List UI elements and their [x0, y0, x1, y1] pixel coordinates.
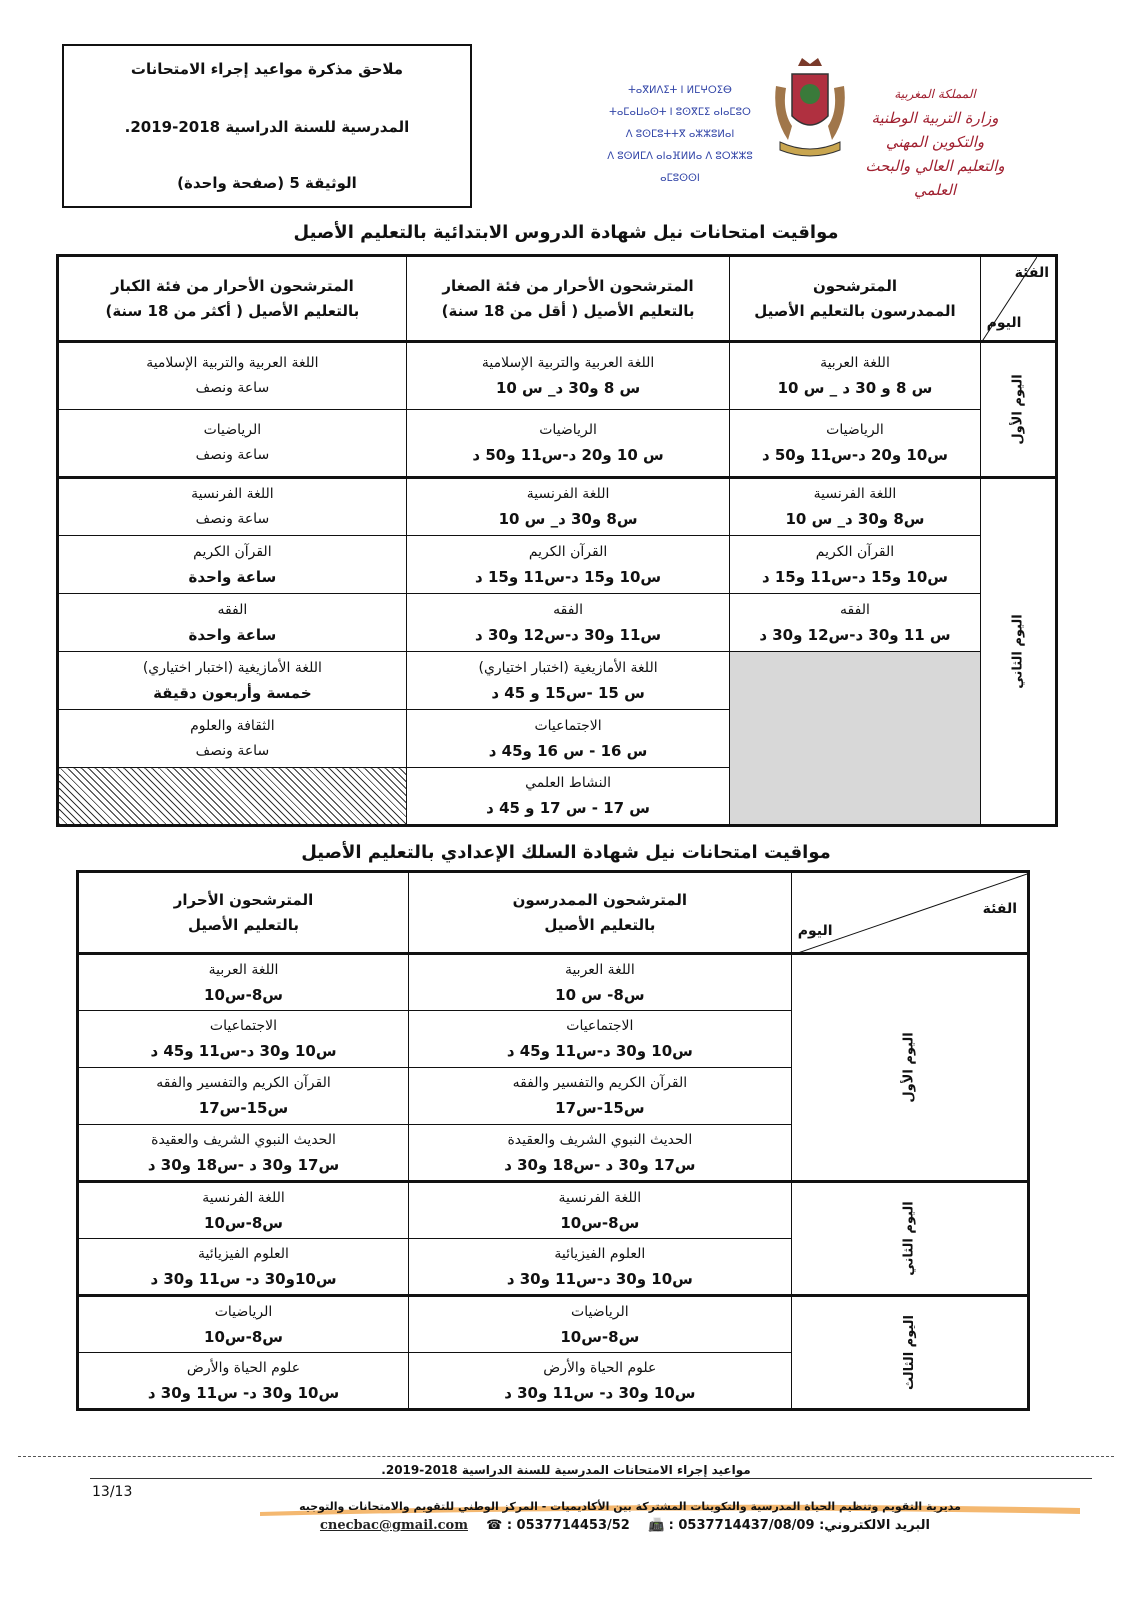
table-cell: الفقه ساعة واحدة	[58, 594, 407, 652]
memo-line-2: المدرسية للسنة الدراسية 2018-2019.	[124, 118, 410, 136]
fax-number: 📠 : 0537714437/08/09	[647, 1518, 815, 1533]
tifinagh-line-1: ⵜⴰⴳⵍⴷⵉⵜ ⵏ ⵍⵎⵖⵔⵉⴱ	[628, 85, 732, 96]
memo-box	[62, 44, 472, 208]
footer-divider	[90, 1478, 1092, 1479]
table-cell: الرياضيات س10 و20 د-س11 و50 د	[730, 410, 980, 478]
table-row	[58, 478, 1057, 536]
day-1-cell: اليوم الأول	[980, 342, 1056, 478]
table-row	[58, 652, 1057, 710]
primary-category-cell	[980, 256, 1056, 342]
middle-title: مواقيت امتحانات نيل شهادة السلك الإعدادي بالتعليم الأصيل	[301, 842, 831, 863]
day-2-cell: اليوم الثاني	[980, 478, 1056, 826]
category-label: الفئة	[1014, 265, 1049, 281]
day-3-cell: اليوم الثالث	[791, 1296, 1028, 1410]
table-row	[58, 536, 1057, 594]
primary-header-row	[58, 256, 1057, 342]
email-label: البريد الالكتروني:	[819, 1518, 930, 1533]
table-cell: اللغة الفرنسية س8 و30 د_ س 10	[406, 478, 730, 536]
day-1-cell: اليوم الأول	[791, 954, 1028, 1182]
table-cell: القرآن الكريم والتفسير والفقه س15-س17	[78, 1068, 409, 1125]
table-cell: الرياضيات ساعة ونصف	[58, 410, 407, 478]
kingdom-name: المملكة المغربية	[894, 87, 976, 101]
table-row	[78, 1296, 1029, 1353]
hatched-empty-cell	[58, 768, 407, 826]
table-cell: الاجتماعيات س10 و30 د-س11 و45 د	[78, 1011, 409, 1068]
table-cell: علوم الحياة والأرض س10 و30 د- س11 و30 د	[78, 1353, 409, 1410]
table-row	[78, 1182, 1029, 1239]
table-cell: القرآن الكريم س10 و15 د-س11 و15 د	[730, 536, 980, 594]
primary-schedule-table	[56, 254, 1058, 827]
ministry-line-2: والتكوين المهني	[885, 133, 985, 151]
primary-col-free-young: المترشحون الأحرار من فئة الصغار بالتعليم الأصيل ( أقل من 18 سنة)	[406, 256, 730, 342]
day-label: اليوم	[986, 315, 1022, 331]
primary-col-free-adult: المترشحون الأحرار من فئة الكبار بالتعليم الأصيل ( أكثر من 18 سنة)	[58, 256, 407, 342]
email-link[interactable]: cnecbac@gmail.com	[319, 1518, 468, 1533]
table-row	[58, 594, 1057, 652]
tifinagh-line-3: ⴷ ⵓⵙⵎⵓⵜⵜⴳ ⴰⵣⵣⵓⵍⴰⵏ	[625, 129, 735, 140]
footer-directorate: مديرية التقويم وتنظيم الحياة المدرسية والتكوينات المشتركة بين الأكاديميات - المركز الوطني للتقويم والامتحانات والتوجيه	[299, 1500, 961, 1513]
table-cell: اللغة العربية س8-س10	[78, 954, 409, 1011]
table-cell: اللغة العربية والتربية الإسلامية ساعة ونصف	[58, 342, 407, 410]
table-cell: الرياضيات س8-س10	[78, 1296, 409, 1353]
tifinagh-line-4: ⴷ ⵓⵙⵍⵎⴷ ⴰⵏⴰⴼⵍⵍⴰ ⴷ ⵓⵔⵣⵣⵓ ⴰⵎⵓⵙⵙⵏ	[607, 151, 753, 184]
table-row	[58, 342, 1057, 410]
page-number: 13/13	[92, 1484, 133, 1500]
table-cell: اللغة الفرنسية س8-س10	[78, 1182, 409, 1239]
primary-col-enrolled: المترشحون الممدرسون بالتعليم الأصيل	[730, 256, 980, 342]
memo-line-3: الوثيقة 5 (صفحة واحدة)	[177, 174, 357, 192]
primary-title: مواقيت امتحانات نيل شهادة الدروس الابتدائية بالتعليم الأصيل	[293, 222, 839, 243]
table-cell: القرآن الكريم ساعة واحدة	[58, 536, 407, 594]
table-cell: النشاط العلمي س 17 - س 17 و 45 د	[406, 768, 730, 826]
table-cell: الرياضيات س 10 و20 د-س11 و50 د	[406, 410, 730, 478]
day-label: اليوم	[797, 923, 833, 939]
table-cell: علوم الحياة والأرض س10 و30 د- س11 و30 د	[408, 1353, 791, 1410]
table-cell: اللغة الفرنسية س8-س10	[408, 1182, 791, 1239]
footer-title: مواعيد إجراء الامتحانات المدرسية للسنة الدراسية 2018-2019.	[381, 1463, 751, 1477]
empty-grey-cell	[730, 652, 980, 826]
royal-coat-of-arms-icon	[770, 56, 850, 164]
table-cell: العلوم الفيزيائية س10 و30 د-س11 و30 د	[408, 1239, 791, 1296]
ministry-line-3: والتعليم العالي والبحث العلمي	[865, 157, 1005, 199]
table-cell: الفقه س 11 و30 د-س12 و30 د	[730, 594, 980, 652]
ministry-line-1: وزارة التربية الوطنية	[871, 109, 999, 127]
table-row	[58, 410, 1057, 478]
phone-number: ☎ : 0537714453/52	[486, 1518, 630, 1533]
ministry-arabic	[845, 82, 1025, 202]
table-cell: الاجتماعيات س10 و30 د-س11 و45 د	[408, 1011, 791, 1068]
footer-contact	[235, 1518, 1015, 1533]
table-cell: اللغة الأمازيغية (اختبار اختياري) س 15 -س15 و 45 د	[406, 652, 730, 710]
day-2-cell: اليوم الثاني	[791, 1182, 1028, 1296]
table-cell: العلوم الفيزيائية س10و30 د- س11 و30 د	[78, 1239, 409, 1296]
footer-dashed-divider	[18, 1456, 1114, 1457]
table-cell: القرآن الكريم والتفسير والفقه س15-س17	[408, 1068, 791, 1125]
table-cell: اللغة العربية والتربية الإسلامية س 8 و30 د_ س 10	[406, 342, 730, 410]
ministry-tifinagh	[590, 80, 770, 190]
table-row	[78, 954, 1029, 1011]
table-cell: اللغة الفرنسية ساعة ونصف	[58, 478, 407, 536]
table-cell: اللغة الأمازيغية (اختبار اختياري) خمسة وأربعون دقيقة	[58, 652, 407, 710]
table-cell: الحديث النبوي الشريف والعقيدة س17 و30 د -س18 و30 د	[408, 1125, 791, 1182]
table-cell: القرآن الكريم س10 و15 د-س11 و15 د	[406, 536, 730, 594]
table-cell: الاجتماعيات س 16 - س 16 و45 د	[406, 710, 730, 768]
middle-schedule-table	[76, 870, 1030, 1411]
category-label: الفئة	[982, 901, 1017, 917]
middle-header-row	[78, 872, 1029, 954]
middle-col-enrolled: المترشحون الممدرسون بالتعليم الأصيل	[408, 872, 791, 954]
tifinagh-line-2: ⵜⴰⵎⴰⵡⴰⵙⵜ ⵏ ⵓⵙⴳⵎⵉ ⴰⵏⴰⵎⵓⵔ	[609, 107, 751, 118]
table-cell: اللغة الفرنسية س8 و30 د_ س 10	[730, 478, 980, 536]
table-cell: الفقه س11 و30 د-س12 و30 د	[406, 594, 730, 652]
table-cell: اللغة العربية س 8 و 30 د _ س 10	[730, 342, 980, 410]
table-cell: الحديث النبوي الشريف والعقيدة س17 و30 د -س18 و30 د	[78, 1125, 409, 1182]
table-cell: الرياضيات س8-س10	[408, 1296, 791, 1353]
table-cell: الثقافة والعلوم ساعة ونصف	[58, 710, 407, 768]
memo-line-1: ملاحق مذكرة مواعيد إجراء الامتحانات	[130, 60, 404, 78]
middle-col-free: المترشحون الأحرار بالتعليم الأصيل	[78, 872, 409, 954]
table-cell: اللغة العربية س8- س 10	[408, 954, 791, 1011]
middle-category-cell	[791, 872, 1028, 954]
